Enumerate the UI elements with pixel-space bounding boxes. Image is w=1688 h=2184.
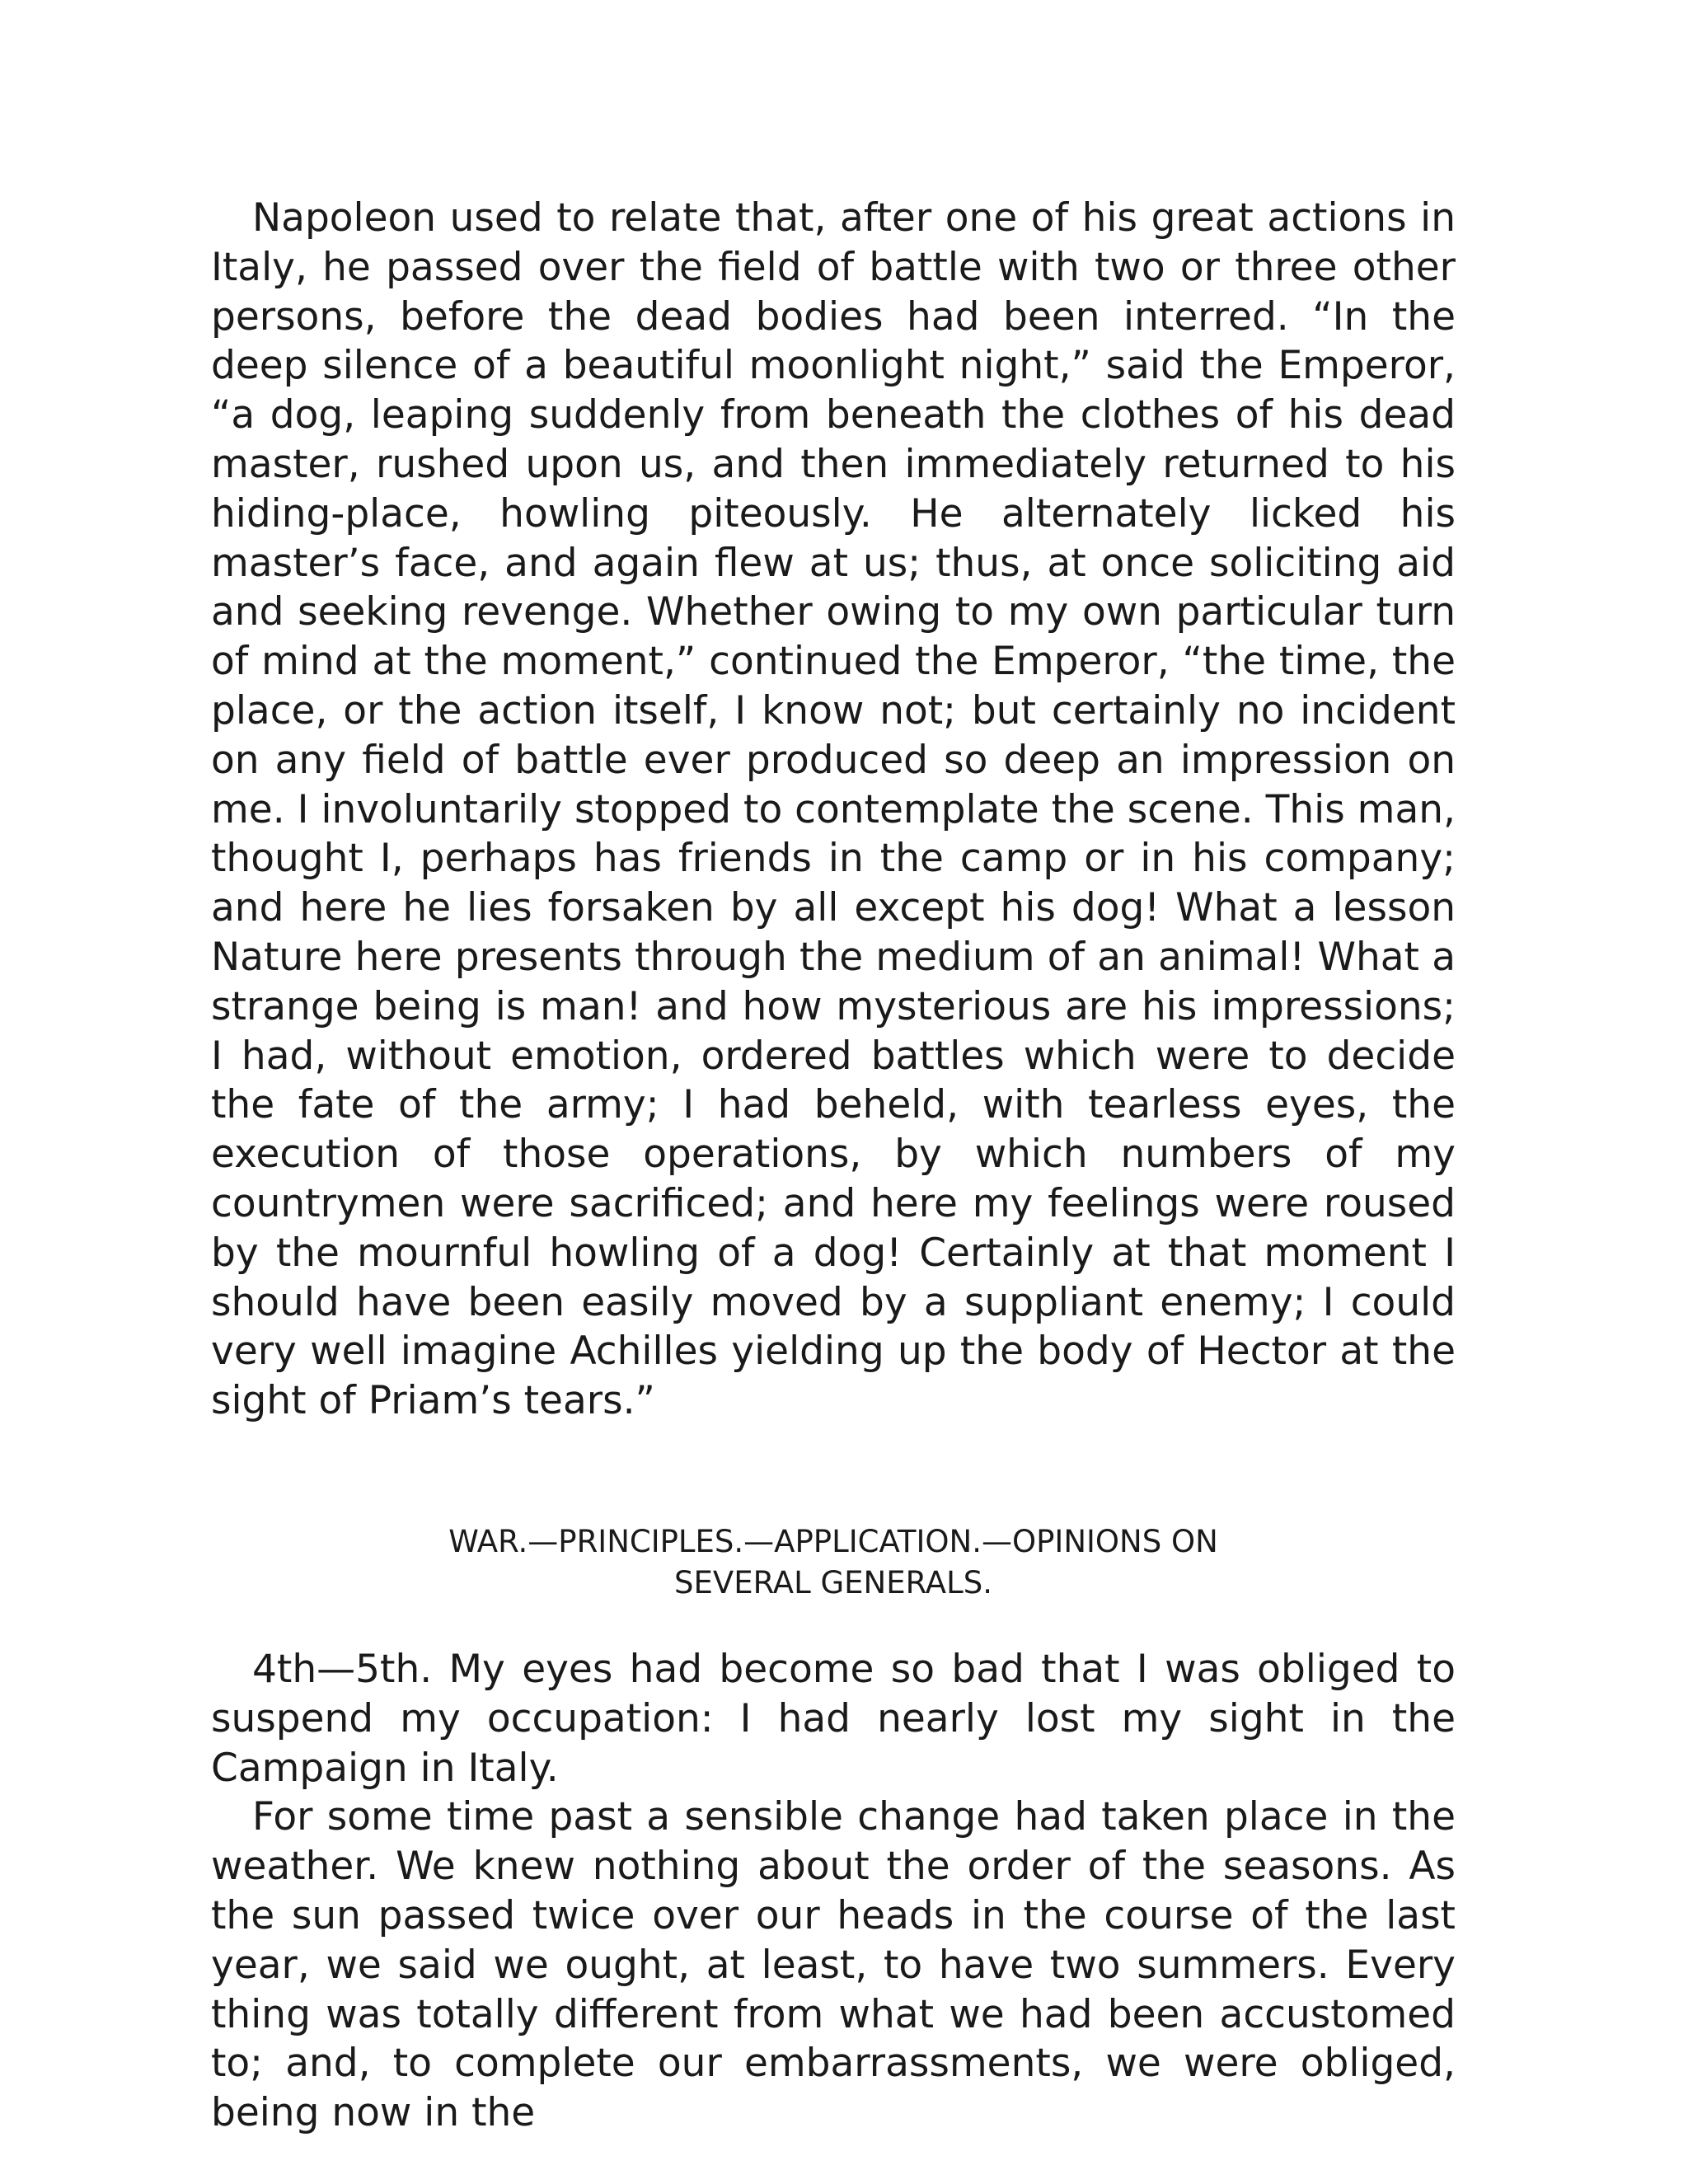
paragraph-eyes-occupation: 4th—5th. My eyes had become so bad that I was obliged to suspend my occupation: I had nearly lost my sight in the Campaign in Italy. — [211, 1646, 1456, 1791]
section-heading — [211, 1521, 1456, 1604]
paragraph-napoleon-dog-anecdote: Napoleon used to relate that, after one of his great actions in Italy, he passed over the field of battle with two or three other persons, before the dead bodies had been interred. “In the deep silence of a beautiful moonlight night,” said the Emperor, “a dog, leaping suddenly from beneath the clothes of his dead master, rushed upon us, and then immediately returned to his hiding-place, howling piteously. He alternately licked his master’s face, and again flew at us; thus, at once soliciting aid and seeking revenge. Whether owing to my own particular turn of mind at the moment,” continued the Emperor, “the time, the place, or the action itself, I know not; but certainly no incident on any field of battle ever produced so deep an impression on me. I involuntarily stopped to contemplate the scene. This man, thought I, perhaps has friends in the camp or in his company; and here he lies forsaken by all except his dog! What a lesson Nature here presents through the medium of an animal! What a strange being is man! and how mysterious are his impressions; I had, without emotion, ordered battles which were to decide the fate of the army; I had beheld, with tearless eyes, the execution of those operations, by which numbers of my countrymen were sacrificed; and here my feelings were roused by the mournful howling of a dog! Certainly at that moment I should have been easily moved by a suppliant enemy; I could very well imagine Achilles yielding up the body of Hector at the sight of Priam’s tears.” — [211, 195, 1456, 1424]
document-page — [211, 194, 1456, 2138]
paragraph-weather-seasons: For some time past a sensible change had taken place in the weather. We knew nothing about the order of the seasons. As the sun passed twice over our heads in the course of the last year, we said we ought, at least, to have two summers. Every thing was totally different from what we had been accustomed to; and, to complete our embarrassments, we were obliged, being now in the — [211, 1794, 1456, 2136]
section-heading-line-2: SEVERAL GENERALS. — [674, 1564, 992, 1601]
section-heading-line-1: WAR.—PRINCIPLES.—APPLICATION.—OPINIONS ON — [448, 1523, 1218, 1559]
